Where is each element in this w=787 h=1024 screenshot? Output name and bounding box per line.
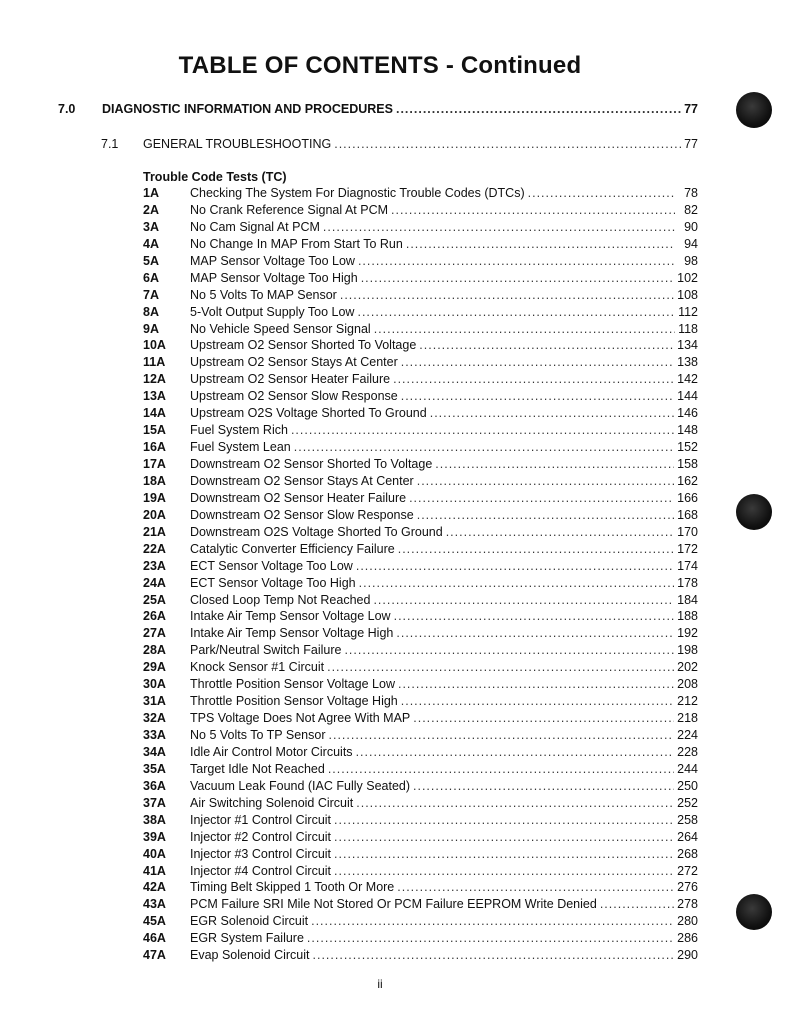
toc-entry[interactable]	[143, 576, 698, 593]
entry-page: 142	[677, 372, 698, 387]
entry-title: Throttle Position Sensor Voltage Low	[190, 677, 395, 692]
entry-page: 212	[677, 694, 698, 709]
trouble-code-list	[143, 186, 698, 965]
dot-leader	[528, 186, 675, 200]
toc-subsection-7-1[interactable]	[101, 137, 698, 151]
trouble-code: 43A	[143, 897, 166, 912]
trouble-code: 38A	[143, 812, 166, 827]
toc-entry[interactable]	[143, 186, 698, 203]
dot-leader	[446, 525, 674, 539]
entry-title: Downstream O2 Sensor Stays At Center	[190, 473, 414, 488]
dot-leader	[291, 423, 674, 437]
entry-title: No Crank Reference Signal At PCM	[190, 202, 389, 217]
entry-title: ECT Sensor Voltage Too Low	[190, 558, 353, 573]
entry-page: 94	[684, 236, 698, 251]
dot-leader	[357, 305, 675, 319]
trouble-code: 27A	[143, 626, 166, 641]
entry-page: 118	[678, 321, 698, 336]
entry-title: Injector #3 Control Circuit	[190, 846, 332, 861]
dot-leader	[394, 609, 675, 623]
entry-page: 252	[677, 795, 698, 810]
toc-entry[interactable]	[143, 474, 698, 491]
toc-entry[interactable]	[143, 288, 698, 305]
trouble-code: 18A	[143, 473, 166, 488]
entry-page: 192	[677, 626, 698, 641]
subsection-number: 7.1	[101, 137, 119, 151]
trouble-code: 8A	[143, 304, 159, 319]
entry-title: 5-Volt Output Supply Too Low	[190, 304, 355, 319]
entry-title: Catalytic Converter Efficiency Failure	[190, 541, 395, 556]
toc-entry[interactable]	[143, 643, 698, 660]
toc-entry[interactable]	[143, 271, 698, 288]
toc-entry[interactable]	[143, 626, 698, 643]
page-title: TABLE OF CONTENTS - Continued	[178, 52, 582, 79]
dot-leader	[401, 389, 674, 403]
entry-title: No 5 Volts To TP Sensor	[190, 728, 326, 742]
dot-leader	[373, 593, 674, 607]
entry-page: 202	[677, 660, 698, 675]
entry-page: 280	[677, 914, 698, 929]
entry-title: Intake Air Temp Sensor Voltage Low	[190, 609, 391, 624]
trouble-code: 41A	[143, 863, 166, 878]
dot-leader	[374, 322, 675, 336]
trouble-code: 17A	[143, 457, 166, 471]
trouble-code: 25A	[143, 592, 166, 607]
binder-hole-middle	[736, 494, 772, 530]
entry-title: MAP Sensor Voltage Too Low	[190, 253, 355, 268]
dot-leader	[356, 796, 674, 810]
entry-title: Downstream O2 Sensor Slow Response	[190, 507, 414, 522]
toc-entry[interactable]	[143, 254, 698, 271]
trouble-code: 37A	[143, 795, 166, 810]
entry-title: EGR Solenoid Circuit	[190, 914, 309, 929]
toc-entry[interactable]	[143, 440, 698, 457]
entry-title: Evap Solenoid Circuit	[190, 948, 310, 963]
entry-page: 148	[677, 423, 698, 438]
toc-entry[interactable]	[143, 542, 698, 559]
trouble-code: 26A	[143, 609, 166, 624]
toc-entry[interactable]	[143, 847, 698, 864]
entry-page: 276	[677, 880, 698, 895]
trouble-code: 10A	[143, 338, 166, 353]
dot-leader	[398, 542, 674, 556]
entry-title: EGR System Failure	[190, 931, 304, 946]
toc-entry[interactable]	[143, 322, 698, 339]
entry-title: Upstream O2S Voltage Shorted To Ground	[190, 406, 427, 421]
toc-section-7-0[interactable]	[58, 102, 698, 116]
trouble-code: 39A	[143, 829, 166, 844]
dot-leader	[294, 440, 674, 454]
dot-leader	[334, 864, 674, 878]
toc-entry[interactable]	[143, 406, 698, 423]
entry-title: Vacuum Leak Found (IAC Fully Seated)	[190, 778, 411, 793]
trouble-code: 14A	[143, 406, 166, 421]
entry-title: Upstream O2 Sensor Heater Failure	[190, 372, 391, 387]
trouble-code: 15A	[143, 423, 166, 438]
entry-title: Injector #1 Control Circuit	[190, 812, 332, 827]
entry-title: Air Switching Solenoid Circuit	[190, 795, 354, 810]
dot-leader	[340, 288, 674, 302]
entry-page: 272	[677, 863, 698, 878]
entry-title: No Change In MAP From Start To Run	[190, 236, 403, 251]
entry-page: 188	[677, 609, 698, 624]
trouble-code: 31A	[143, 694, 166, 709]
entry-title: Target Idle Not Reached	[190, 761, 325, 776]
entry-page: 198	[677, 643, 698, 658]
trouble-code: 42A	[143, 880, 166, 895]
dot-leader	[344, 643, 674, 657]
dot-leader	[356, 559, 674, 573]
trouble-code: 30A	[143, 677, 166, 692]
entry-page: 258	[677, 812, 698, 827]
dot-leader	[435, 457, 674, 471]
dot-leader	[406, 237, 675, 251]
trouble-code: 21A	[143, 524, 166, 539]
dot-leader	[393, 372, 674, 386]
dot-leader	[398, 677, 674, 691]
dot-leader	[397, 880, 674, 894]
entry-title: Checking The System For Diagnostic Trouble Codes (DTCs)	[190, 186, 525, 200]
dot-leader	[328, 762, 674, 776]
subsection-title: GENERAL TROUBLESHOOTING	[143, 137, 332, 151]
entry-title: Throttle Position Sensor Voltage High	[190, 694, 398, 709]
entry-title: ECT Sensor Voltage Too High	[190, 575, 356, 590]
section-page: 77	[684, 102, 698, 116]
entry-page: 168	[677, 507, 698, 522]
toc-entry[interactable]	[143, 897, 698, 914]
dot-leader	[401, 694, 674, 708]
toc-entry[interactable]	[143, 220, 698, 237]
dot-leader	[313, 948, 675, 962]
entry-page: 108	[677, 287, 698, 302]
dot-leader	[361, 271, 674, 285]
binder-hole-top	[736, 92, 772, 128]
entry-page: 112	[678, 304, 698, 319]
entry-title: PCM Failure SRI Mile Not Stored Or PCM Failure EEPROM Write Denied	[190, 897, 597, 912]
toc-entry[interactable]	[143, 609, 698, 626]
entry-title: No Vehicle Speed Sensor Signal	[190, 321, 371, 336]
toc-entry[interactable]	[143, 948, 698, 965]
trouble-code: 2A	[143, 202, 159, 217]
entry-page: 244	[677, 761, 698, 776]
entry-page: 250	[677, 778, 698, 793]
toc-entry[interactable]	[143, 423, 698, 440]
toc-entry[interactable]	[143, 305, 698, 322]
dot-leader	[419, 338, 674, 352]
toc-entry[interactable]	[143, 559, 698, 576]
toc-entry[interactable]	[143, 525, 698, 542]
dot-leader	[401, 355, 674, 369]
entry-page: 144	[677, 389, 698, 404]
trouble-code: 47A	[143, 948, 166, 963]
entry-page: 82	[684, 202, 698, 217]
toc-entry[interactable]	[143, 660, 698, 677]
entry-title: Upstream O2 Sensor Stays At Center	[190, 355, 398, 370]
page-number: ii	[377, 977, 383, 991]
entry-page: 178	[677, 575, 698, 590]
entry-page: 286	[677, 931, 698, 946]
trouble-code: 11A	[143, 355, 166, 370]
toc-entry[interactable]	[143, 203, 698, 220]
entry-page: 166	[677, 490, 698, 505]
entry-title: TPS Voltage Does Not Agree With MAP	[190, 711, 411, 726]
trouble-code: 4A	[143, 236, 159, 251]
entry-title: Park/Neutral Switch Failure	[190, 643, 342, 658]
entry-title: Idle Air Control Motor Circuits	[190, 744, 353, 759]
entry-page: 208	[677, 677, 698, 692]
toc-entry[interactable]	[143, 237, 698, 254]
toc-entry[interactable]	[143, 745, 698, 762]
toc-entry[interactable]	[143, 389, 698, 406]
dot-leader	[396, 626, 674, 640]
dot-leader	[334, 137, 681, 151]
trouble-code: 33A	[143, 728, 166, 742]
section-number: 7.0	[58, 102, 76, 116]
dot-leader	[329, 728, 675, 742]
dot-leader	[413, 711, 674, 725]
dot-leader	[396, 102, 681, 116]
trouble-code: 28A	[143, 643, 166, 658]
entry-page: 174	[677, 558, 698, 573]
entry-title: Knock Sensor #1 Circuit	[190, 660, 325, 675]
entry-page: 218	[677, 711, 698, 726]
toc-entry[interactable]	[143, 694, 698, 711]
entry-title: MAP Sensor Voltage Too High	[190, 270, 358, 285]
entry-title: Injector #2 Control Circuit	[190, 829, 332, 844]
trouble-code: 16A	[143, 440, 166, 455]
entry-title: Fuel System Rich	[190, 423, 288, 438]
entry-page: 172	[677, 541, 698, 556]
entry-page: 268	[677, 846, 698, 861]
entry-page: 138	[677, 355, 698, 370]
entry-title: Downstream O2 Sensor Shorted To Voltage	[190, 457, 433, 471]
dot-leader	[358, 254, 675, 268]
toc-entry[interactable]	[143, 914, 698, 931]
trouble-code: 36A	[143, 778, 166, 793]
entry-title: Downstream O2S Voltage Shorted To Ground	[190, 524, 443, 539]
entry-page: 290	[677, 948, 698, 963]
toc-entry[interactable]	[143, 830, 698, 847]
dot-leader	[409, 491, 674, 505]
toc-entry[interactable]	[143, 931, 698, 948]
toc-entry[interactable]	[143, 457, 698, 474]
toc-entry[interactable]	[143, 355, 698, 372]
trouble-code: 34A	[143, 744, 166, 759]
trouble-code: 12A	[143, 372, 166, 387]
entry-page: 134	[677, 338, 698, 353]
entry-page: 184	[677, 592, 698, 607]
entry-page: 224	[677, 728, 698, 742]
dot-leader	[323, 220, 675, 234]
toc-entry[interactable]	[143, 813, 698, 830]
trouble-code-tests-heading: Trouble Code Tests (TC)	[143, 170, 287, 184]
entry-page: 146	[677, 406, 698, 421]
toc-entry[interactable]	[143, 762, 698, 779]
dot-leader	[417, 508, 674, 522]
entry-title: Injector #4 Control Circuit	[190, 863, 332, 878]
trouble-code: 45A	[143, 914, 166, 929]
trouble-code: 20A	[143, 507, 166, 522]
dot-leader	[391, 203, 675, 217]
entry-title: Downstream O2 Sensor Heater Failure	[190, 490, 407, 505]
entry-title: Upstream O2 Sensor Slow Response	[190, 389, 398, 404]
trouble-code: 22A	[143, 541, 166, 556]
entry-page: 152	[677, 440, 698, 455]
entry-title: Fuel System Lean	[190, 440, 291, 455]
entry-title: No Cam Signal At PCM	[190, 219, 320, 234]
trouble-code: 7A	[143, 287, 159, 302]
toc-entry[interactable]	[143, 728, 698, 745]
trouble-code: 5A	[143, 253, 159, 268]
dot-leader	[356, 745, 675, 759]
trouble-code: 6A	[143, 270, 159, 285]
toc-entry[interactable]	[143, 491, 698, 508]
dot-leader	[311, 914, 674, 928]
trouble-code: 23A	[143, 558, 166, 573]
trouble-code: 46A	[143, 931, 166, 946]
dot-leader	[359, 576, 675, 590]
entry-title: Closed Loop Temp Not Reached	[190, 592, 371, 607]
trouble-code: 9A	[143, 321, 159, 336]
toc-entry[interactable]	[143, 677, 698, 694]
toc-entry[interactable]	[143, 508, 698, 525]
trouble-code: 32A	[143, 711, 166, 726]
dot-leader	[430, 406, 674, 420]
dot-leader	[327, 660, 674, 674]
dot-leader	[417, 474, 674, 488]
entry-page: 90	[684, 219, 698, 234]
dot-leader	[600, 897, 674, 911]
dot-leader	[334, 830, 674, 844]
entry-page: 78	[684, 186, 698, 200]
dot-leader	[307, 931, 674, 945]
entry-page: 170	[677, 524, 698, 539]
trouble-code: 24A	[143, 575, 166, 590]
trouble-code: 35A	[143, 761, 166, 776]
toc-entry[interactable]	[143, 880, 698, 897]
entry-title: No 5 Volts To MAP Sensor	[190, 287, 337, 302]
trouble-code: 1A	[143, 186, 159, 200]
entry-page: 228	[677, 744, 698, 759]
toc-entry[interactable]	[143, 338, 698, 355]
toc-entry[interactable]	[143, 796, 698, 813]
dot-leader	[334, 813, 674, 827]
entry-page: 102	[677, 270, 698, 285]
trouble-code: 29A	[143, 660, 166, 675]
entry-page: 162	[677, 473, 698, 488]
entry-page: 264	[677, 829, 698, 844]
entry-page: 158	[677, 457, 698, 471]
toc-entry[interactable]	[143, 779, 698, 796]
trouble-code: 3A	[143, 219, 159, 234]
entry-title: Timing Belt Skipped 1 Tooth Or More	[190, 880, 395, 895]
trouble-code: 13A	[143, 389, 166, 404]
section-title: DIAGNOSTIC INFORMATION AND PROCEDURES	[102, 102, 393, 116]
entry-page: 98	[684, 253, 698, 268]
dot-leader	[413, 779, 674, 793]
toc-entry[interactable]	[143, 711, 698, 728]
binder-hole-bottom	[736, 894, 772, 930]
trouble-code: 19A	[143, 490, 166, 505]
entry-page: 278	[677, 897, 698, 912]
trouble-code: 40A	[143, 846, 166, 861]
toc-entry[interactable]	[143, 593, 698, 610]
entry-title: Intake Air Temp Sensor Voltage High	[190, 626, 394, 641]
toc-entry[interactable]	[143, 864, 698, 881]
entry-title: Upstream O2 Sensor Shorted To Voltage	[190, 338, 417, 353]
dot-leader	[334, 847, 674, 861]
toc-entry[interactable]	[143, 372, 698, 389]
subsection-page: 77	[684, 137, 698, 151]
